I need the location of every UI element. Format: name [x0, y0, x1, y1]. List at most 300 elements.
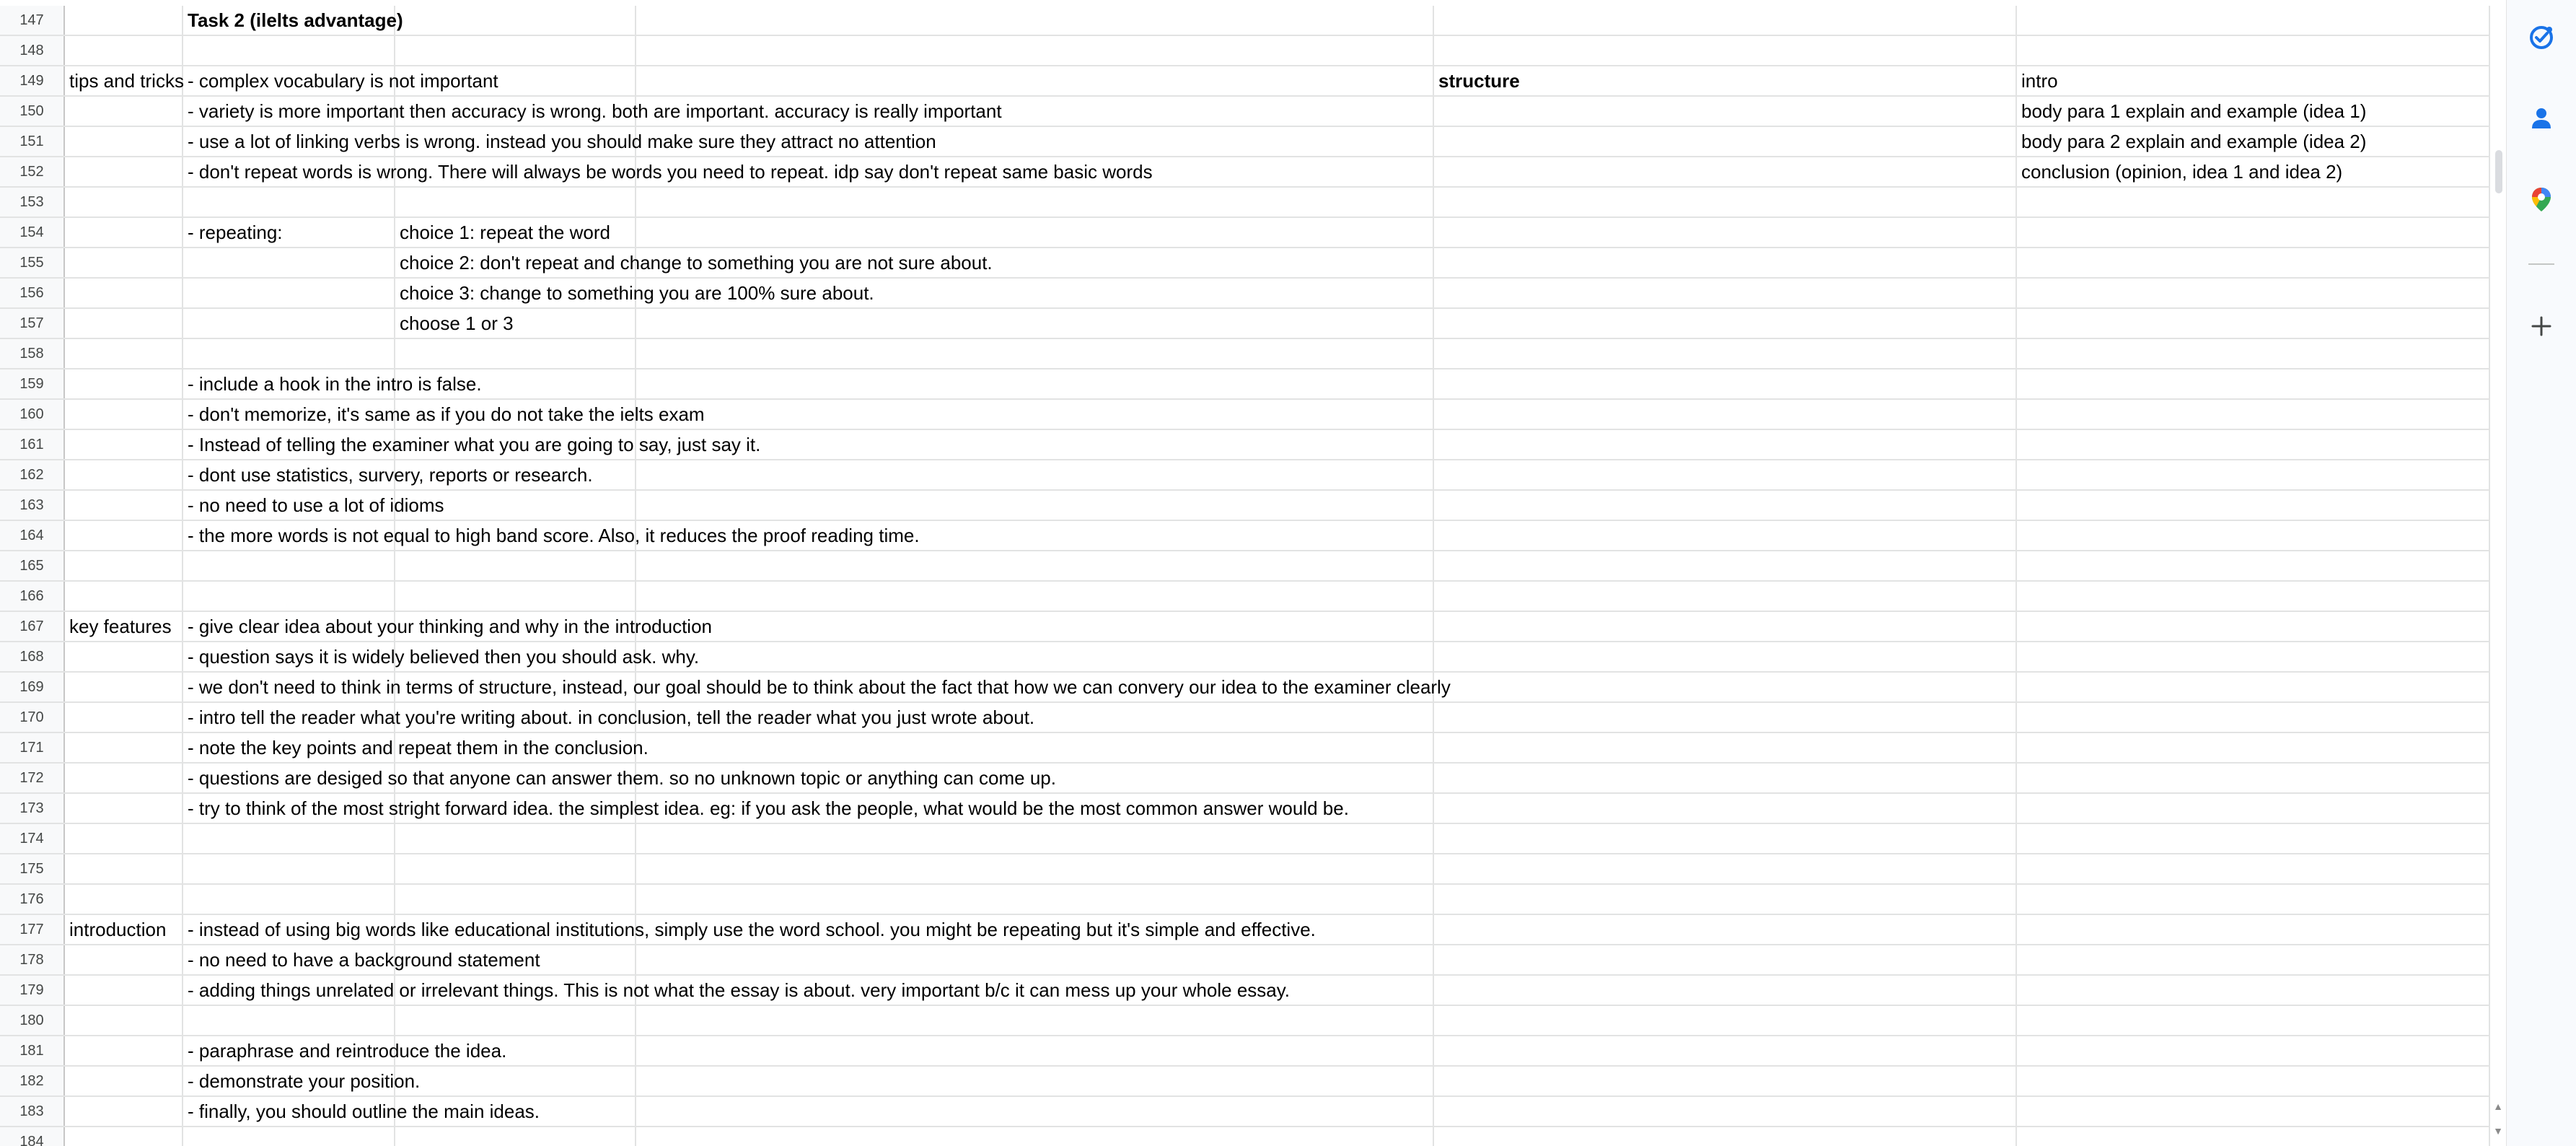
cell-c[interactable] [395, 824, 636, 853]
cell-f[interactable] [2017, 188, 2490, 216]
row-header[interactable]: 162 [0, 460, 65, 489]
cell-e[interactable] [1434, 430, 2017, 459]
cell-b[interactable] [183, 612, 712, 641]
cell-b[interactable] [183, 460, 593, 489]
sheet-row [0, 127, 2490, 157]
cell-a[interactable] [65, 279, 183, 307]
cell-b[interactable] [183, 733, 649, 762]
cell-e[interactable] [1434, 976, 2017, 1005]
row-header[interactable]: 166 [0, 582, 65, 611]
cell-f[interactable] [2017, 491, 2490, 520]
cell-e[interactable] [1434, 642, 2017, 671]
cell-d[interactable] [636, 36, 1434, 65]
cell-e[interactable] [1434, 127, 2017, 156]
cell-c[interactable] [395, 309, 636, 338]
side-panel [2506, 0, 2576, 1146]
sheet-row [0, 582, 2490, 612]
cell-e[interactable] [1434, 1006, 2017, 1035]
sheet-row [0, 218, 2490, 248]
cell-c[interactable] [395, 279, 874, 307]
cell-b[interactable] [183, 248, 395, 277]
sheet-row [0, 794, 2490, 824]
sheet-row [0, 339, 2490, 369]
sheet-row [0, 551, 2490, 582]
cell-f[interactable] [2017, 36, 2490, 65]
cell-b[interactable] [183, 66, 498, 95]
cell-f[interactable] [2017, 248, 2490, 277]
sheet-row [0, 885, 2490, 915]
row-header[interactable]: 155 [0, 248, 65, 277]
cell-f[interactable] [2017, 157, 2490, 186]
cell-b[interactable] [183, 1127, 395, 1146]
cell-b[interactable] [183, 915, 1316, 944]
cell-e[interactable] [1434, 1067, 2017, 1095]
cell-text: - demonstrate your position. [188, 1070, 421, 1092]
row-header[interactable]: 168 [0, 642, 65, 671]
sheet-row [0, 491, 2490, 521]
cell-f[interactable] [2017, 400, 2490, 429]
cell-f[interactable] [2017, 66, 2490, 95]
row-header[interactable]: 173 [0, 794, 65, 823]
cell-b[interactable] [183, 582, 395, 611]
cell-c[interactable] [395, 248, 993, 277]
cell-a[interactable] [65, 582, 183, 611]
cell-text: - don't repeat words is wrong. There will always be words you need to repeat. idp say don't repeat same basic words [188, 161, 1153, 183]
cell-d[interactable] [636, 400, 1434, 429]
cell-b[interactable] [183, 824, 395, 853]
sheet-row [0, 915, 2490, 945]
cell-a[interactable] [65, 854, 183, 883]
cell-a[interactable] [65, 885, 183, 914]
cell-b[interactable] [183, 491, 444, 520]
cell-d[interactable] [636, 612, 1434, 641]
cell-e[interactable] [1434, 339, 2017, 368]
cell-c[interactable] [395, 582, 636, 611]
cell-e[interactable] [1434, 6, 2017, 35]
contacts-button[interactable] [2520, 98, 2563, 141]
cell-a[interactable] [65, 1097, 183, 1126]
cell-text: - Instead of telling the examiner what you are going to say, just say it. [188, 434, 761, 455]
cell-e[interactable] [1434, 369, 2017, 398]
cell-a[interactable] [65, 97, 183, 126]
cell-text: - repeating: [188, 222, 283, 243]
cell-b[interactable] [183, 400, 705, 429]
cell-text: body para 2 explain and example (idea 2) [2021, 131, 2367, 152]
row-header[interactable]: 159 [0, 369, 65, 398]
cell-text: - adding things unrelated or irrelevant things. This is not what the essay is about. very important b/c it can mess up your whole essay. [188, 979, 1291, 1001]
cell-f[interactable] [2017, 976, 2490, 1005]
cell-text: structure [1438, 70, 1520, 92]
cell-text: - give clear idea about your thinking and why in the introduction [188, 616, 712, 637]
cell-d[interactable] [636, 733, 1434, 762]
sheet-row [0, 66, 2490, 97]
cell-e[interactable] [1434, 703, 2017, 732]
cell-c[interactable] [395, 218, 636, 247]
scroll-down-arrow-icon[interactable]: ▼ [2493, 1125, 2503, 1137]
cell-e[interactable] [1434, 885, 2017, 914]
cell-f[interactable] [2017, 582, 2490, 611]
cell-a[interactable] [65, 157, 183, 186]
cell-a[interactable] [65, 400, 183, 429]
cell-b[interactable] [183, 1097, 540, 1126]
cell-a[interactable] [65, 764, 183, 792]
cell-b[interactable] [183, 885, 395, 914]
contacts-icon [2527, 104, 2556, 136]
cell-text: - note the key points and repeat them in the conclusion. [188, 737, 649, 758]
cell-e[interactable] [1434, 66, 2017, 95]
sheet-row [0, 612, 2490, 642]
cell-e[interactable] [1434, 97, 2017, 126]
row-header[interactable]: 158 [0, 339, 65, 368]
sheet-row [0, 97, 2490, 127]
cell-d[interactable] [636, 642, 1434, 671]
cell-a[interactable] [65, 673, 183, 701]
cell-f[interactable] [2017, 1067, 2490, 1095]
sheet-row [0, 369, 2490, 400]
cell-b[interactable] [183, 430, 761, 459]
sheet-row [0, 733, 2490, 764]
row-header[interactable]: 184 [0, 1127, 65, 1146]
cell-e[interactable] [1434, 218, 2017, 247]
cell-f[interactable] [2017, 945, 2490, 974]
cell-a[interactable] [65, 915, 183, 944]
row-header[interactable]: 175 [0, 854, 65, 883]
row-header[interactable]: 165 [0, 551, 65, 580]
row-header[interactable]: 179 [0, 976, 65, 1005]
cell-text: - finally, you should outline the main ideas. [188, 1101, 540, 1122]
cell-e[interactable] [1434, 733, 2017, 762]
cell-b[interactable] [183, 551, 395, 580]
cell-c[interactable] [395, 188, 636, 216]
cell-f[interactable] [2017, 339, 2490, 368]
cell-b[interactable] [183, 339, 395, 368]
tasks-button[interactable] [2520, 17, 2563, 61]
sheet-row [0, 703, 2490, 733]
cell-text: key features [69, 616, 172, 637]
sheet-row [0, 400, 2490, 430]
cell-e[interactable] [1434, 612, 2017, 641]
row-header[interactable]: 174 [0, 824, 65, 853]
cell-b[interactable] [183, 976, 1291, 1005]
row-header[interactable]: 154 [0, 218, 65, 247]
row-header[interactable]: 161 [0, 430, 65, 459]
row-header[interactable]: 160 [0, 400, 65, 429]
cell-d[interactable] [636, 885, 1434, 914]
sheet-row [0, 157, 2490, 188]
sheet-row [0, 188, 2490, 218]
cell-e[interactable] [1434, 279, 2017, 307]
cell-a[interactable] [65, 703, 183, 732]
cell-a[interactable] [65, 1036, 183, 1065]
cell-text: tips and tricks [69, 70, 184, 92]
cell-c[interactable] [395, 1006, 636, 1035]
cell-b[interactable] [183, 309, 395, 338]
row-header[interactable]: 148 [0, 36, 65, 65]
cell-e[interactable] [1434, 824, 2017, 853]
cell-a[interactable] [65, 127, 183, 156]
cell-f[interactable] [2017, 460, 2490, 489]
cell-d[interactable] [636, 1036, 1434, 1065]
cell-f[interactable] [2017, 369, 2490, 398]
cell-b[interactable] [183, 945, 540, 974]
cell-f[interactable] [2017, 1127, 2490, 1146]
sheet-row [0, 1097, 2490, 1127]
cell-b[interactable] [183, 188, 395, 216]
cell-f[interactable] [2017, 854, 2490, 883]
cell-f[interactable] [2017, 551, 2490, 580]
cell-a[interactable] [65, 1127, 183, 1146]
row-header[interactable]: 152 [0, 157, 65, 186]
cell-f[interactable] [2017, 733, 2490, 762]
cell-b[interactable] [183, 794, 1349, 823]
cell-a[interactable] [65, 309, 183, 338]
cell-a[interactable] [65, 551, 183, 580]
row-header[interactable]: 180 [0, 1006, 65, 1035]
cell-c[interactable] [395, 854, 636, 883]
cell-e[interactable] [1434, 491, 2017, 520]
cell-text: Task 2 (ilelts advantage) [188, 9, 403, 31]
row-header[interactable]: 176 [0, 885, 65, 914]
cell-text: choose 1 or 3 [400, 312, 514, 334]
cell-c[interactable] [395, 36, 636, 65]
cell-e[interactable] [1434, 521, 2017, 550]
cell-a[interactable] [65, 945, 183, 974]
cell-f[interactable] [2017, 1097, 2490, 1126]
cell-f[interactable] [2017, 521, 2490, 550]
cell-c[interactable] [395, 339, 636, 368]
sheet-row [0, 521, 2490, 551]
cell-text: - instead of using big words like educational institutions, simply use the word school. you might be repeating but it's simple and effective. [188, 919, 1316, 940]
cell-c[interactable] [395, 551, 636, 580]
cell-c[interactable] [395, 6, 636, 35]
cell-a[interactable] [65, 733, 183, 762]
cell-d[interactable] [636, 66, 1434, 95]
cell-d[interactable] [636, 582, 1434, 611]
row-header[interactable]: 156 [0, 279, 65, 307]
cell-a[interactable] [65, 1067, 183, 1095]
scroll-up-arrow-icon[interactable]: ▲ [2493, 1101, 2503, 1112]
cell-text: introduction [69, 919, 167, 940]
row-header[interactable]: 178 [0, 945, 65, 974]
add-icon [2528, 313, 2554, 343]
sheet-row [0, 854, 2490, 885]
sheet-row [0, 673, 2490, 703]
cell-c[interactable] [395, 1127, 636, 1146]
row-header[interactable]: 170 [0, 703, 65, 732]
cell-text: conclusion (opinion, idea 1 and idea 2) [2021, 161, 2343, 183]
row-header[interactable]: 169 [0, 673, 65, 701]
cell-a[interactable] [65, 612, 183, 641]
cell-e[interactable] [1434, 1097, 2017, 1126]
cell-d[interactable] [636, 218, 1434, 247]
sheet-row [0, 945, 2490, 976]
cell-a[interactable] [65, 188, 183, 216]
sheet-row [0, 1036, 2490, 1067]
cell-a[interactable] [65, 976, 183, 1005]
cell-e[interactable] [1434, 945, 2017, 974]
cell-e[interactable] [1434, 157, 2017, 186]
cell-b[interactable] [183, 521, 920, 550]
cell-f[interactable] [2017, 279, 2490, 307]
cell-f[interactable] [2017, 430, 2490, 459]
cell-d[interactable] [636, 6, 1434, 35]
cell-e[interactable] [1434, 854, 2017, 883]
cell-e[interactable] [1434, 551, 2017, 580]
cell-b[interactable] [183, 642, 700, 671]
cell-b[interactable] [183, 127, 936, 156]
cell-b[interactable] [183, 1067, 421, 1095]
cell-a[interactable] [65, 491, 183, 520]
cell-a[interactable] [65, 339, 183, 368]
cell-f[interactable] [2017, 915, 2490, 944]
cell-e[interactable] [1434, 915, 2017, 944]
cell-b[interactable] [183, 764, 1056, 792]
maps-button[interactable] [2520, 179, 2563, 222]
cell-a[interactable] [65, 6, 183, 35]
row-header[interactable]: 164 [0, 521, 65, 550]
cell-f[interactable] [2017, 1006, 2490, 1035]
cell-b[interactable] [183, 6, 403, 35]
cell-b[interactable] [183, 157, 1153, 186]
cell-a[interactable] [65, 218, 183, 247]
cell-f[interactable] [2017, 764, 2490, 792]
row-header[interactable]: 151 [0, 127, 65, 156]
cell-a[interactable] [65, 36, 183, 65]
cell-f[interactable] [2017, 703, 2490, 732]
sheet-row [0, 1067, 2490, 1097]
row-header[interactable]: 147 [0, 6, 65, 35]
cell-b[interactable] [183, 97, 1002, 126]
cell-a[interactable] [65, 642, 183, 671]
sheet-row [0, 1127, 2490, 1146]
cell-f[interactable] [2017, 1036, 2490, 1065]
cell-f[interactable] [2017, 824, 2490, 853]
cell-e[interactable] [1434, 764, 2017, 792]
row-header[interactable]: 150 [0, 97, 65, 126]
cell-e[interactable] [1434, 248, 2017, 277]
row-header[interactable]: 177 [0, 915, 65, 944]
cell-d[interactable] [636, 491, 1434, 520]
cell-f[interactable] [2017, 218, 2490, 247]
cell-f[interactable] [2017, 794, 2490, 823]
cell-text: - complex vocabulary is not important [188, 70, 498, 92]
cell-e[interactable] [1434, 36, 2017, 65]
cell-f[interactable] [2017, 612, 2490, 641]
cell-text: - variety is more important then accuracy is wrong. both are important. accuracy is really important [188, 100, 1002, 122]
row-header[interactable]: 157 [0, 309, 65, 338]
cell-text: body para 1 explain and example (idea 1) [2021, 100, 2367, 122]
cell-a[interactable] [65, 248, 183, 277]
row-header[interactable]: 153 [0, 188, 65, 216]
cell-d[interactable] [636, 854, 1434, 883]
cell-b[interactable] [183, 703, 1035, 732]
cell-d[interactable] [636, 945, 1434, 974]
cell-b[interactable] [183, 218, 395, 247]
cell-a[interactable] [65, 521, 183, 550]
cell-text: - no need to have a background statement [188, 949, 540, 971]
cell-a[interactable] [65, 794, 183, 823]
sheet-row [0, 824, 2490, 854]
cell-e[interactable] [1434, 188, 2017, 216]
sheet-row [0, 764, 2490, 794]
cell-a[interactable] [65, 824, 183, 853]
cell-f[interactable] [2017, 673, 2490, 701]
cell-e[interactable] [1434, 1036, 2017, 1065]
cell-e[interactable] [1434, 460, 2017, 489]
cell-d[interactable] [636, 1006, 1434, 1035]
cell-text: - questions are desiged so that anyone can answer them. so no unknown topic or anything can come up. [188, 767, 1056, 789]
cell-a[interactable] [65, 369, 183, 398]
vertical-scrollbar-thumb[interactable] [2495, 150, 2502, 193]
cell-e[interactable] [1434, 794, 2017, 823]
cell-f[interactable] [2017, 6, 2490, 35]
cell-e[interactable] [1434, 582, 2017, 611]
row-header[interactable]: 183 [0, 1097, 65, 1126]
cell-d[interactable] [636, 309, 1434, 338]
row-header[interactable]: 181 [0, 1036, 65, 1065]
cell-a[interactable] [65, 460, 183, 489]
cell-a[interactable] [65, 1006, 183, 1035]
cell-text: - we don't need to think in terms of structure, instead, our goal should be to think about the fact that how we can convery our idea to the examiner clearly [188, 676, 1451, 698]
row-header[interactable]: 182 [0, 1067, 65, 1095]
cell-d[interactable] [636, 551, 1434, 580]
cell-a[interactable] [65, 430, 183, 459]
sheet-row [0, 309, 2490, 339]
cell-c[interactable] [395, 885, 636, 914]
row-header[interactable]: 171 [0, 733, 65, 762]
cell-d[interactable] [636, 369, 1434, 398]
cell-text: - dont use statistics, survery, reports or research. [188, 464, 593, 486]
cell-f[interactable] [2017, 309, 2490, 338]
cell-c[interactable] [395, 1067, 636, 1095]
cell-f[interactable] [2017, 97, 2490, 126]
cell-f[interactable] [2017, 127, 2490, 156]
row-header[interactable]: 149 [0, 66, 65, 95]
cell-text: - try to think of the most stright forward idea. the simplest idea. eg: if you ask the people, what would be the most common answer would be. [188, 797, 1349, 819]
cell-d[interactable] [636, 460, 1434, 489]
cell-b[interactable] [183, 1006, 395, 1035]
cell-d[interactable] [636, 339, 1434, 368]
cell-b[interactable] [183, 279, 395, 307]
cell-d[interactable] [636, 1067, 1434, 1095]
get-addons-button[interactable] [2520, 306, 2563, 349]
cell-b[interactable] [183, 36, 395, 65]
cell-e[interactable] [1434, 400, 2017, 429]
cell-e[interactable] [1434, 309, 2017, 338]
row-header[interactable]: 167 [0, 612, 65, 641]
cell-d[interactable] [636, 188, 1434, 216]
cell-b[interactable] [183, 369, 482, 398]
tasks-icon [2527, 23, 2556, 56]
maps-icon [2527, 185, 2556, 217]
cell-e[interactable] [1434, 673, 2017, 701]
cell-text: - don't memorize, it's same as if you do not take the ielts exam [188, 403, 705, 425]
cell-b[interactable] [183, 673, 1451, 701]
cell-d[interactable] [636, 1127, 1434, 1146]
cell-b[interactable] [183, 854, 395, 883]
cell-f[interactable] [2017, 642, 2490, 671]
cell-d[interactable] [636, 1097, 1434, 1126]
cell-e[interactable] [1434, 1127, 2017, 1146]
cell-a[interactable] [65, 66, 183, 95]
cell-b[interactable] [183, 1036, 507, 1065]
row-header[interactable]: 163 [0, 491, 65, 520]
row-header[interactable]: 172 [0, 764, 65, 792]
sheet-row [0, 279, 2490, 309]
vertical-scrollbar[interactable] [2490, 0, 2506, 1146]
cell-d[interactable] [636, 824, 1434, 853]
cell-f[interactable] [2017, 885, 2490, 914]
